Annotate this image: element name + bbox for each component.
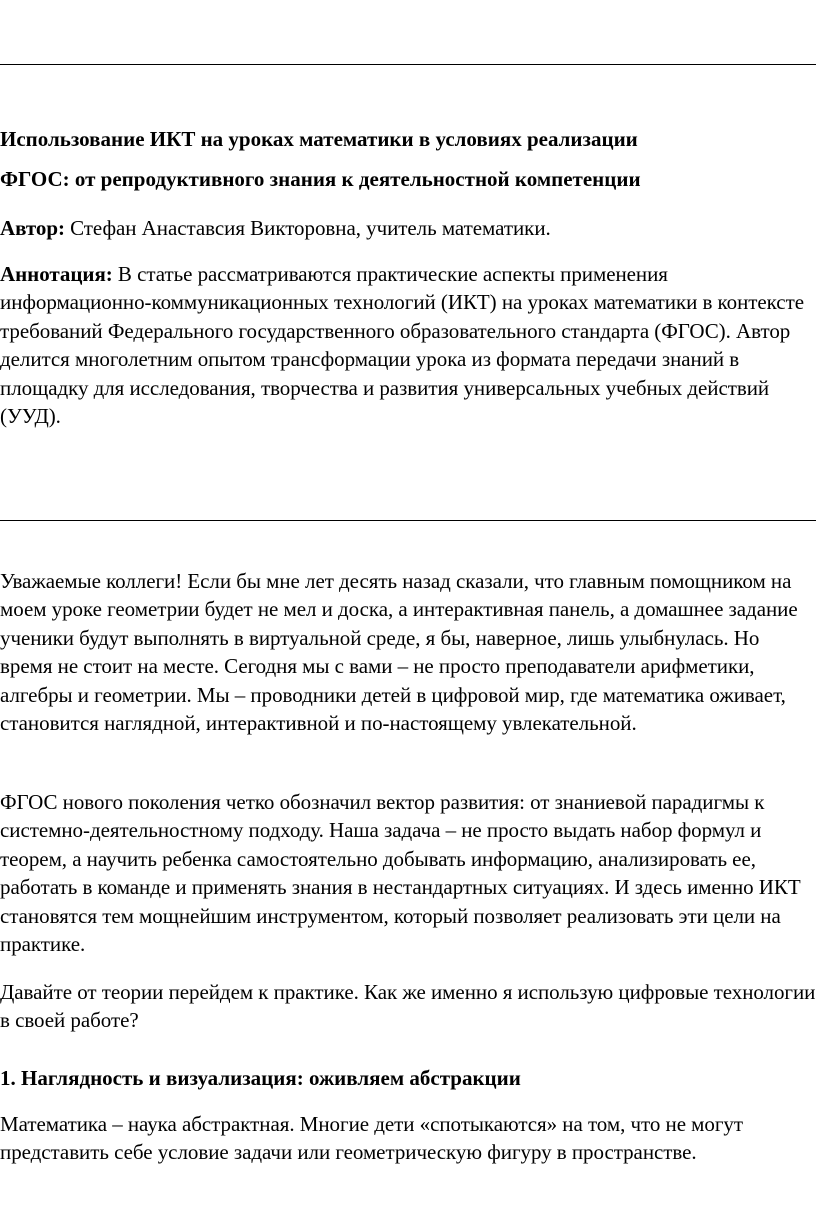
body-paragraph-3: Давайте от теории перейдем к практике. Как же именно я использую цифровые технологии в своей работе? (0, 980, 816, 1033)
body-paragraph-1: Уважаемые коллеги! Если бы мне лет десять назад сказали, что главным помощником на моем уроке геометрии будет не мел и доска, а интерактивная панель, а домашнее задание ученики будут выполнять в виртуальной среде, я бы, наверное, лишь улыбнулась. Но время не стоит на месте. Сегодня мы с вами – не просто преподаватели арифметики, алгебры и геометрии. Мы – проводники детей в цифровой мир, где математика оживает, становится наглядной, интерактивной и по-настоящему увлекательной. (0, 569, 798, 736)
article-title-line-1: Использование ИКТ на уроках математики в условиях реализации (0, 127, 638, 151)
body-paragraph-2: ФГОС нового поколения четко обозначил вектор развития: от знаниевой парадигмы к системно-деятельностному подходу. Наша задача – не просто выдать набор формул и теорем, а научить ребенка самостоятельно добывать информацию, анализировать ее, работать в команде и применять знания в нестандартных ситуациях. И здесь именно ИКТ становятся тем мощнейшим инструментом, который позволяет реализовать эти цели на практике. (0, 790, 801, 957)
annotation-label: Аннотация: (0, 262, 113, 286)
author-line (0, 214, 816, 242)
section-heading-1: 1. Наглядность и визуализация: оживляем абстракции (0, 1066, 521, 1090)
annotation-text: В статье рассматриваются практические аспекты применения информационно-коммуникационных технологий (ИКТ) на уроках математики в контексте требований Федерального государственного образовательного стандарта (ФГОС). Автор делится многолетним опытом трансформации урока из формата передачи знаний в площадку для исследования, творчества и развития универсальных учебных действий (УУД). (0, 262, 804, 429)
annotation-paragraph (0, 260, 816, 430)
top-divider (0, 64, 816, 65)
body-paragraph-4: Математика – наука абстрактная. Многие дети «спотыкаются» на том, что не могут представить себе условие задачи или геометрическую фигуру в пространстве. (0, 1112, 743, 1165)
author-label: Автор: (0, 216, 65, 240)
author-text: Стефан Анаставсия Викторовна, учитель математики. (64, 216, 551, 240)
article-title-line-2: ФГОС: от репродуктивного знания к деятельностной компетенции (0, 167, 641, 191)
middle-divider (0, 520, 816, 521)
